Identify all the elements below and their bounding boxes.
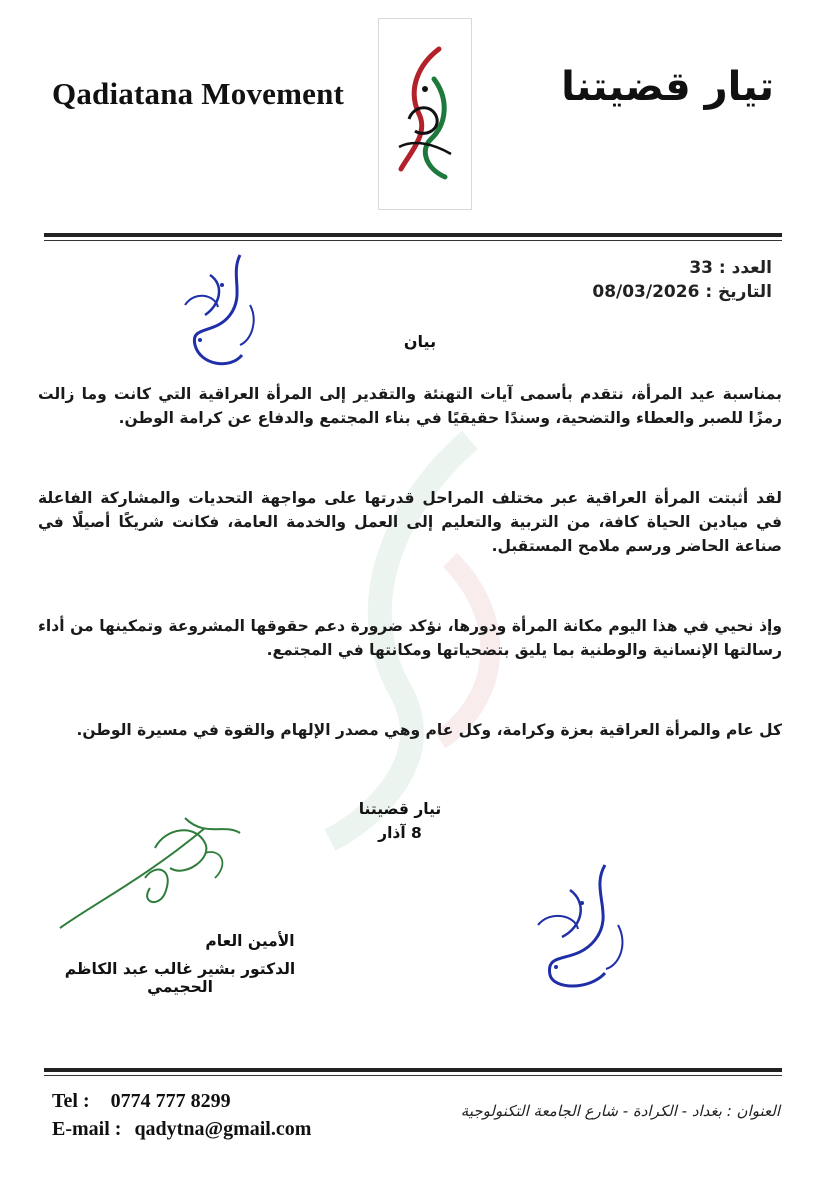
document-number: العدد : 33 <box>689 258 772 278</box>
footer-divider <box>44 1068 782 1076</box>
statement-heading: بيان <box>403 332 437 351</box>
tel-label: Tel : <box>52 1090 90 1112</box>
paragraph-4: كل عام والمرأة العراقية بعزة وكرامة، وكل عام وهي مصدر الإلهام والقوة في مسيرة الوطن. <box>76 721 782 739</box>
paragraph-3: وإذ نحيي في هذا اليوم مكانة المرأة ودورها، نؤكد ضرورة دعم حقوقها المشروعة وتمكينها من أداء رسالتها الإنسانية والوطنية بما يليق بتضحياتها ومكانتها في المجتمع. <box>38 617 782 659</box>
organization-logo <box>378 18 472 210</box>
email-value: qadytna@gmail.com <box>134 1118 312 1140</box>
header-title-en: Qadiatana Movement <box>52 76 345 111</box>
closing-date: 8 آذار <box>378 824 422 842</box>
document-date: التاريخ : 08/03/2026 <box>592 282 772 302</box>
tel-value: 0774 777 8299 <box>110 1090 231 1112</box>
signatory-role: الأمين العام <box>205 932 295 950</box>
closing-org: تيار قضيتنا <box>358 800 442 818</box>
blue-calligraphy-stamp-bottom <box>520 855 640 999</box>
signatory-name: الدكتور بشير غالب عبد الكاظم الحجيمي <box>64 960 296 996</box>
handwritten-signature <box>55 808 255 942</box>
header-divider <box>44 233 782 241</box>
footer-tel <box>52 1090 231 1113</box>
footer-address: العنوان : بغداد - الكرادة - شارع الجامعة التكنولوجية <box>460 1102 780 1120</box>
email-label: E-mail : <box>52 1118 122 1140</box>
paragraph-2: لقد أثبتت المرأة العراقية عبر مختلف المراحل قدرتها على مواجهة التحديات والمشاركة الفاعلة في ميادين الحياة كافة، من التربية والتعليم إلى العمل والخدمة العامة، فكانت شريكًا أصيلًا في صناعة الحاضر ورسم ملامح المستقبل. <box>38 489 782 555</box>
footer-email <box>52 1118 311 1140</box>
paragraph-1: بمناسبة عيد المرأة، نتقدم بأسمى آيات التهنئة والتقدير إلى المرأة العراقية التي كانت وما زالت رمزًا للصبر والعطاء والتضحية، وسندًا حقيقيًا في بناء المجتمع والدفاع عن كرامة الوطن. <box>38 385 782 427</box>
blue-calligraphy-stamp <box>170 245 270 389</box>
header-title-ar: تيار قضيتنا <box>561 64 774 110</box>
